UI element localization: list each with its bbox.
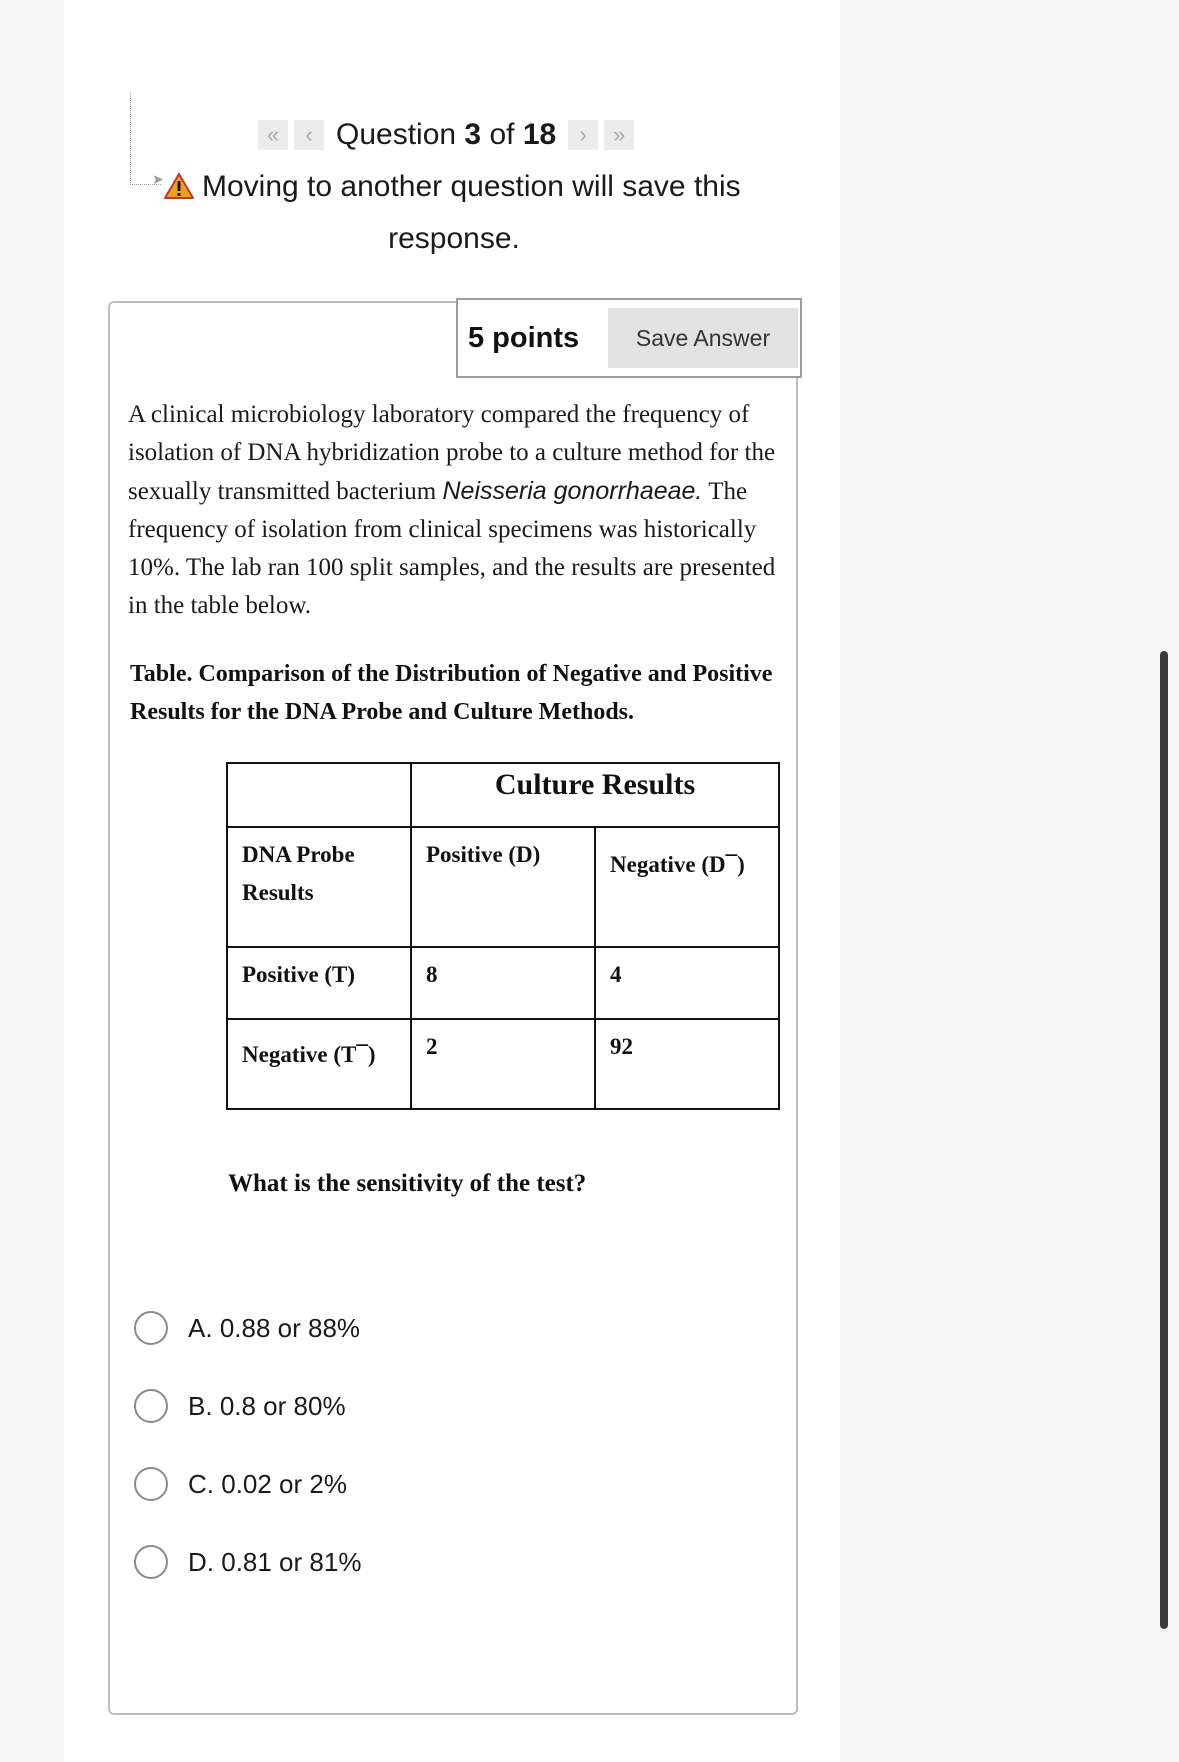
cell-true-negative: 92: [595, 1019, 779, 1109]
option-b[interactable]: [134, 1386, 346, 1426]
table-row: [227, 947, 779, 1019]
save-warning: [164, 163, 764, 263]
option-letter: C.: [188, 1468, 214, 1499]
option-text: 0.02 or 2%: [221, 1468, 347, 1499]
stem-text-start: A clinical microbiology laboratory compared the frequency of isolation of DNA hybridization probe to a culture method for the sexually transmitted bacterium: [128, 401, 776, 505]
scrollbar[interactable]: [1160, 651, 1168, 1629]
points-value: 5 points: [468, 321, 580, 354]
positive-column-header: Positive (D): [411, 827, 595, 947]
radio-option-a[interactable]: [134, 1311, 168, 1345]
question-counter: [336, 118, 556, 152]
option-text: 0.88 or 88%: [219, 1312, 361, 1343]
current-question-number: 3: [464, 118, 482, 151]
stem-text-end: The frequency of isolation from clinical specimens was historically 10%. The lab ran 100 split samples, and the results are presented in the table below.: [128, 478, 776, 619]
radio-option-d[interactable]: [134, 1545, 168, 1579]
last-question-button[interactable]: [604, 120, 634, 150]
question-prefix: Question: [336, 118, 457, 151]
cell-true-positive: 8: [411, 947, 595, 1019]
table-caption: Table. Comparison of the Distribution of Negative and Positive Results for the DNA Probe and Culture Methods.: [130, 661, 773, 725]
row-label: Positive (T): [227, 947, 411, 1019]
row-label: Negative (T¯): [227, 1019, 411, 1109]
total-questions: 18: [522, 118, 557, 151]
culture-results-header: Culture Results: [411, 763, 779, 827]
dna-probe-header: DNA Probe Results: [227, 827, 411, 947]
option-letter: B.: [188, 1390, 213, 1421]
chevron-left-icon: ‹: [305, 122, 313, 147]
previous-question-button[interactable]: [294, 120, 324, 150]
option-text: 0.81 or 81%: [221, 1546, 362, 1577]
species-name: Neisseria gonorrhaeae.: [442, 477, 703, 505]
table-row: [227, 1019, 779, 1109]
cell-false-negative: 2: [411, 1019, 595, 1109]
of-label: of: [489, 118, 515, 151]
warning-icon: [164, 167, 194, 215]
option-letter: A.: [188, 1312, 213, 1343]
save-answer-button[interactable]: Save Answer: [608, 308, 798, 368]
option-d[interactable]: [134, 1542, 361, 1582]
warning-text-line2: response.: [388, 222, 520, 255]
chevron-right-icon: ›: [579, 122, 587, 147]
negative-column-header: Negative (D¯): [595, 827, 779, 947]
points-header: [456, 298, 802, 378]
first-question-button[interactable]: [258, 120, 288, 150]
option-letter: D.: [188, 1546, 214, 1577]
radio-option-b[interactable]: [134, 1389, 168, 1423]
radio-option-c[interactable]: [134, 1467, 168, 1501]
results-table: [226, 762, 780, 1110]
double-chevron-left-icon: «: [266, 122, 280, 147]
question-navigation: [258, 118, 634, 152]
cell-false-positive: 4: [595, 947, 779, 1019]
option-a[interactable]: [134, 1308, 360, 1348]
warning-text-line1: Moving to another question will save this: [202, 170, 741, 203]
next-question-button[interactable]: [568, 120, 598, 150]
connector-arrow-icon: ➤: [152, 172, 164, 188]
question-text: What is the sensitivity of the test?: [228, 1170, 587, 1197]
double-chevron-right-icon: »: [613, 122, 626, 147]
question-stem: [128, 396, 778, 625]
table-corner-cell: [227, 763, 411, 827]
option-text: 0.8 or 80%: [219, 1390, 346, 1421]
option-c[interactable]: [134, 1464, 347, 1504]
